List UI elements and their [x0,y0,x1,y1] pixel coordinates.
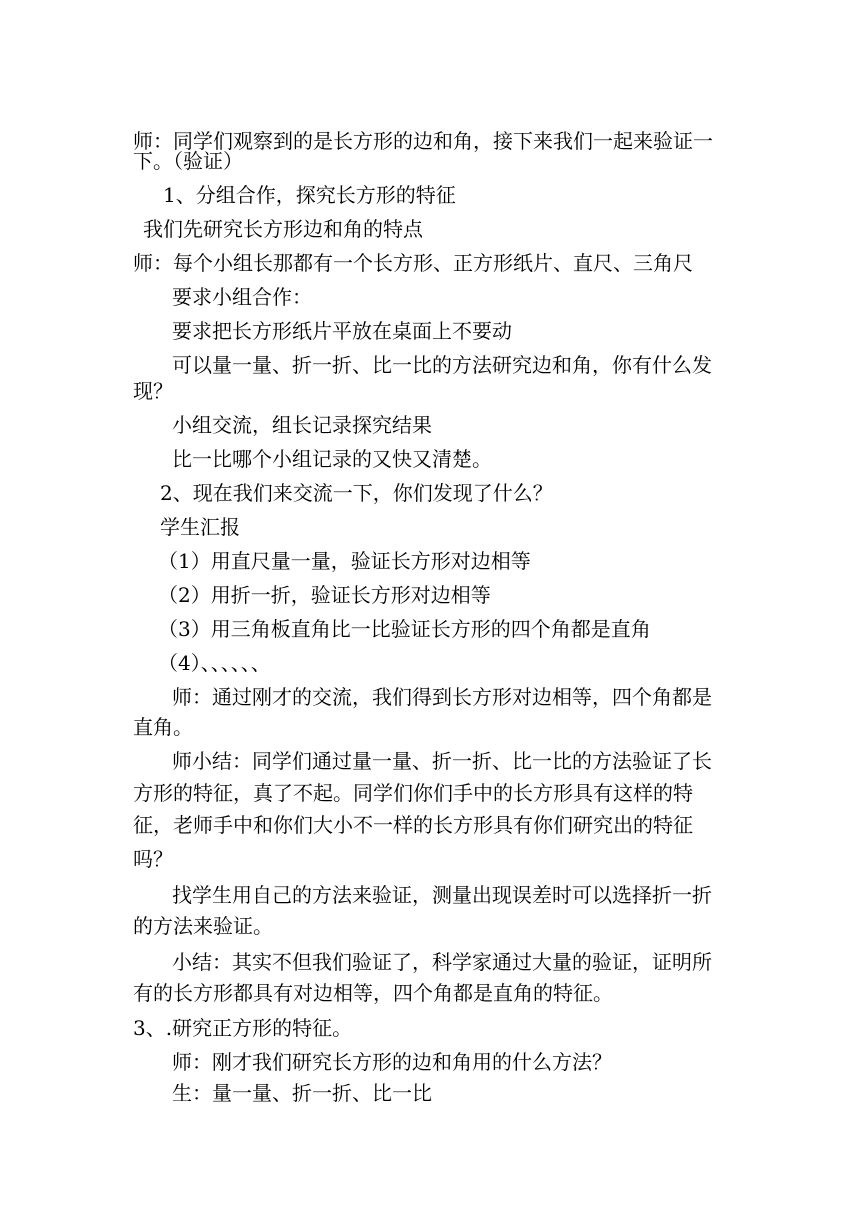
text-line: 师：刚才我们研究长方形的边和角用的什么方法？ [172,1050,612,1074]
text-line: （2）用折一折，验证长方形对边相等 [158,583,491,607]
text-line: 2、现在我们来交流一下，你们发现了什么？ [160,481,553,505]
text-line: 征，老师手中和你们大小不一样的长方形具有你们研究出的特征 [133,813,693,837]
text-line: 小组交流，组长记录探究结果 [172,413,432,437]
text-line: 找学生用自己的方法来验证，测量出现误差时可以选择折一折 [172,883,712,907]
text-line: 方形的特征，真了不起。同学们你们手中的长方形具有这样的特 [133,781,693,805]
text-line: 要求小组合作： [172,285,312,309]
text-line: 学生汇报 [160,515,240,539]
text-line: 小结：其实不但我们验证了，科学家通过大量的验证，证明所 [172,950,712,974]
text-line: 直角。 [133,715,193,739]
text-line: 我们先研究长方形边和角的特点 [143,217,423,241]
text-line: 生：量一量、折一折、比一比 [172,1081,432,1105]
text-line: 现？ [133,379,173,403]
text-line: 师：通过刚才的交流，我们得到长方形对边相等，四个角都是 [172,685,712,709]
text-line: 要求把长方形纸片平放在桌面上不要动 [172,319,512,343]
text-line: 师：每个小组长那都有一个长方形、正方形纸片、直尺、三角尺 [133,251,693,275]
text-line: 下。（验证） [133,149,243,173]
text-line: 吗？ [133,847,173,871]
text-line: 可以量一量、折一折、比一比的方法研究边和角，你有什么发 [172,353,712,377]
text-line: 3、.研究正方形的特征。 [133,1016,353,1040]
text-line: （1）用直尺量一量，验证长方形对边相等 [158,549,531,573]
text-line: （3）用三角板直角比一比验证长方形的四个角都是直角 [158,617,651,641]
text-line: 师小结：同学们通过量一量、折一折、比一比的方法验证了长 [172,749,712,773]
text-line: 有的长方形都具有对边相等，四个角都是直角的特征。 [133,981,613,1005]
text-line: 的方法来验证。 [133,914,273,938]
text-line: 比一比哪个小组记录的又快又清楚。 [172,447,492,471]
text-line: （4）、、、、、、 [158,651,271,675]
text-line: 师：同学们观察到的是长方形的边和角，接下来我们一起来验证一 [133,129,713,153]
text-line: 1、分组合作，探究长方形的特征 [163,183,456,207]
